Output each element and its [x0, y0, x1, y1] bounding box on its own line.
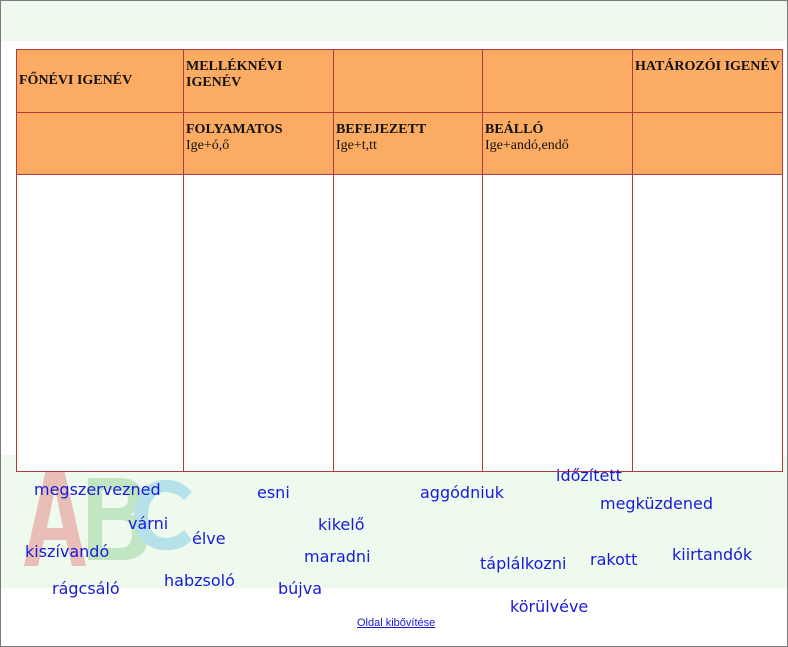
- word-card[interactable]: kikelő: [318, 515, 365, 534]
- word-card[interactable]: rágcsáló: [52, 579, 120, 598]
- word-card[interactable]: időzített: [556, 466, 622, 485]
- word-card[interactable]: maradni: [304, 547, 371, 566]
- drop-zone-befejezett[interactable]: [334, 175, 483, 472]
- word-card[interactable]: körülvéve: [510, 597, 589, 616]
- word-card[interactable]: kiszívandó: [25, 542, 110, 561]
- subheader-empty-right: [633, 113, 783, 175]
- word-card[interactable]: megküzdened: [600, 494, 714, 513]
- header-empty-1: [334, 50, 483, 113]
- top-band: [1, 1, 787, 41]
- word-card[interactable]: esni: [257, 483, 290, 502]
- word-card[interactable]: kiirtandók: [672, 545, 753, 564]
- header-empty-2: [483, 50, 633, 113]
- subheader-folyamatos: FOLYAMATOS Ige+ó,ő: [184, 113, 334, 175]
- header-melleknevi: MELLÉKNÉVI IGENÉV: [184, 50, 334, 113]
- participle-table: [16, 49, 783, 472]
- header-hatarozoi: HATÁROZÓI IGENÉV: [633, 50, 783, 113]
- drop-zone-fonevi[interactable]: [17, 175, 184, 472]
- word-card[interactable]: rakott: [590, 550, 638, 569]
- word-card[interactable]: táplálkozni: [480, 554, 567, 573]
- subheader-empty-left: [17, 113, 184, 175]
- drop-zone-folyamatos[interactable]: [184, 175, 334, 472]
- drop-zone-beallo[interactable]: [483, 175, 633, 472]
- word-card[interactable]: megszervezned: [34, 480, 161, 499]
- word-card[interactable]: habzsoló: [164, 571, 235, 590]
- word-card[interactable]: bújva: [278, 579, 323, 598]
- word-card[interactable]: élve: [192, 529, 226, 548]
- subheader-befejezett: BEFEJEZETT Ige+t,tt: [334, 113, 483, 175]
- word-card[interactable]: várni: [128, 514, 169, 533]
- expand-page-link[interactable]: Oldal kibővítése: [357, 617, 436, 629]
- word-card[interactable]: aggódniuk: [420, 483, 505, 502]
- header-fonevi: FŐNÉVI IGENÉV: [17, 50, 184, 113]
- subheader-beallo: BEÁLLÓ Ige+andó,endő: [483, 113, 633, 175]
- drop-zone-hatarozoi[interactable]: [633, 175, 783, 472]
